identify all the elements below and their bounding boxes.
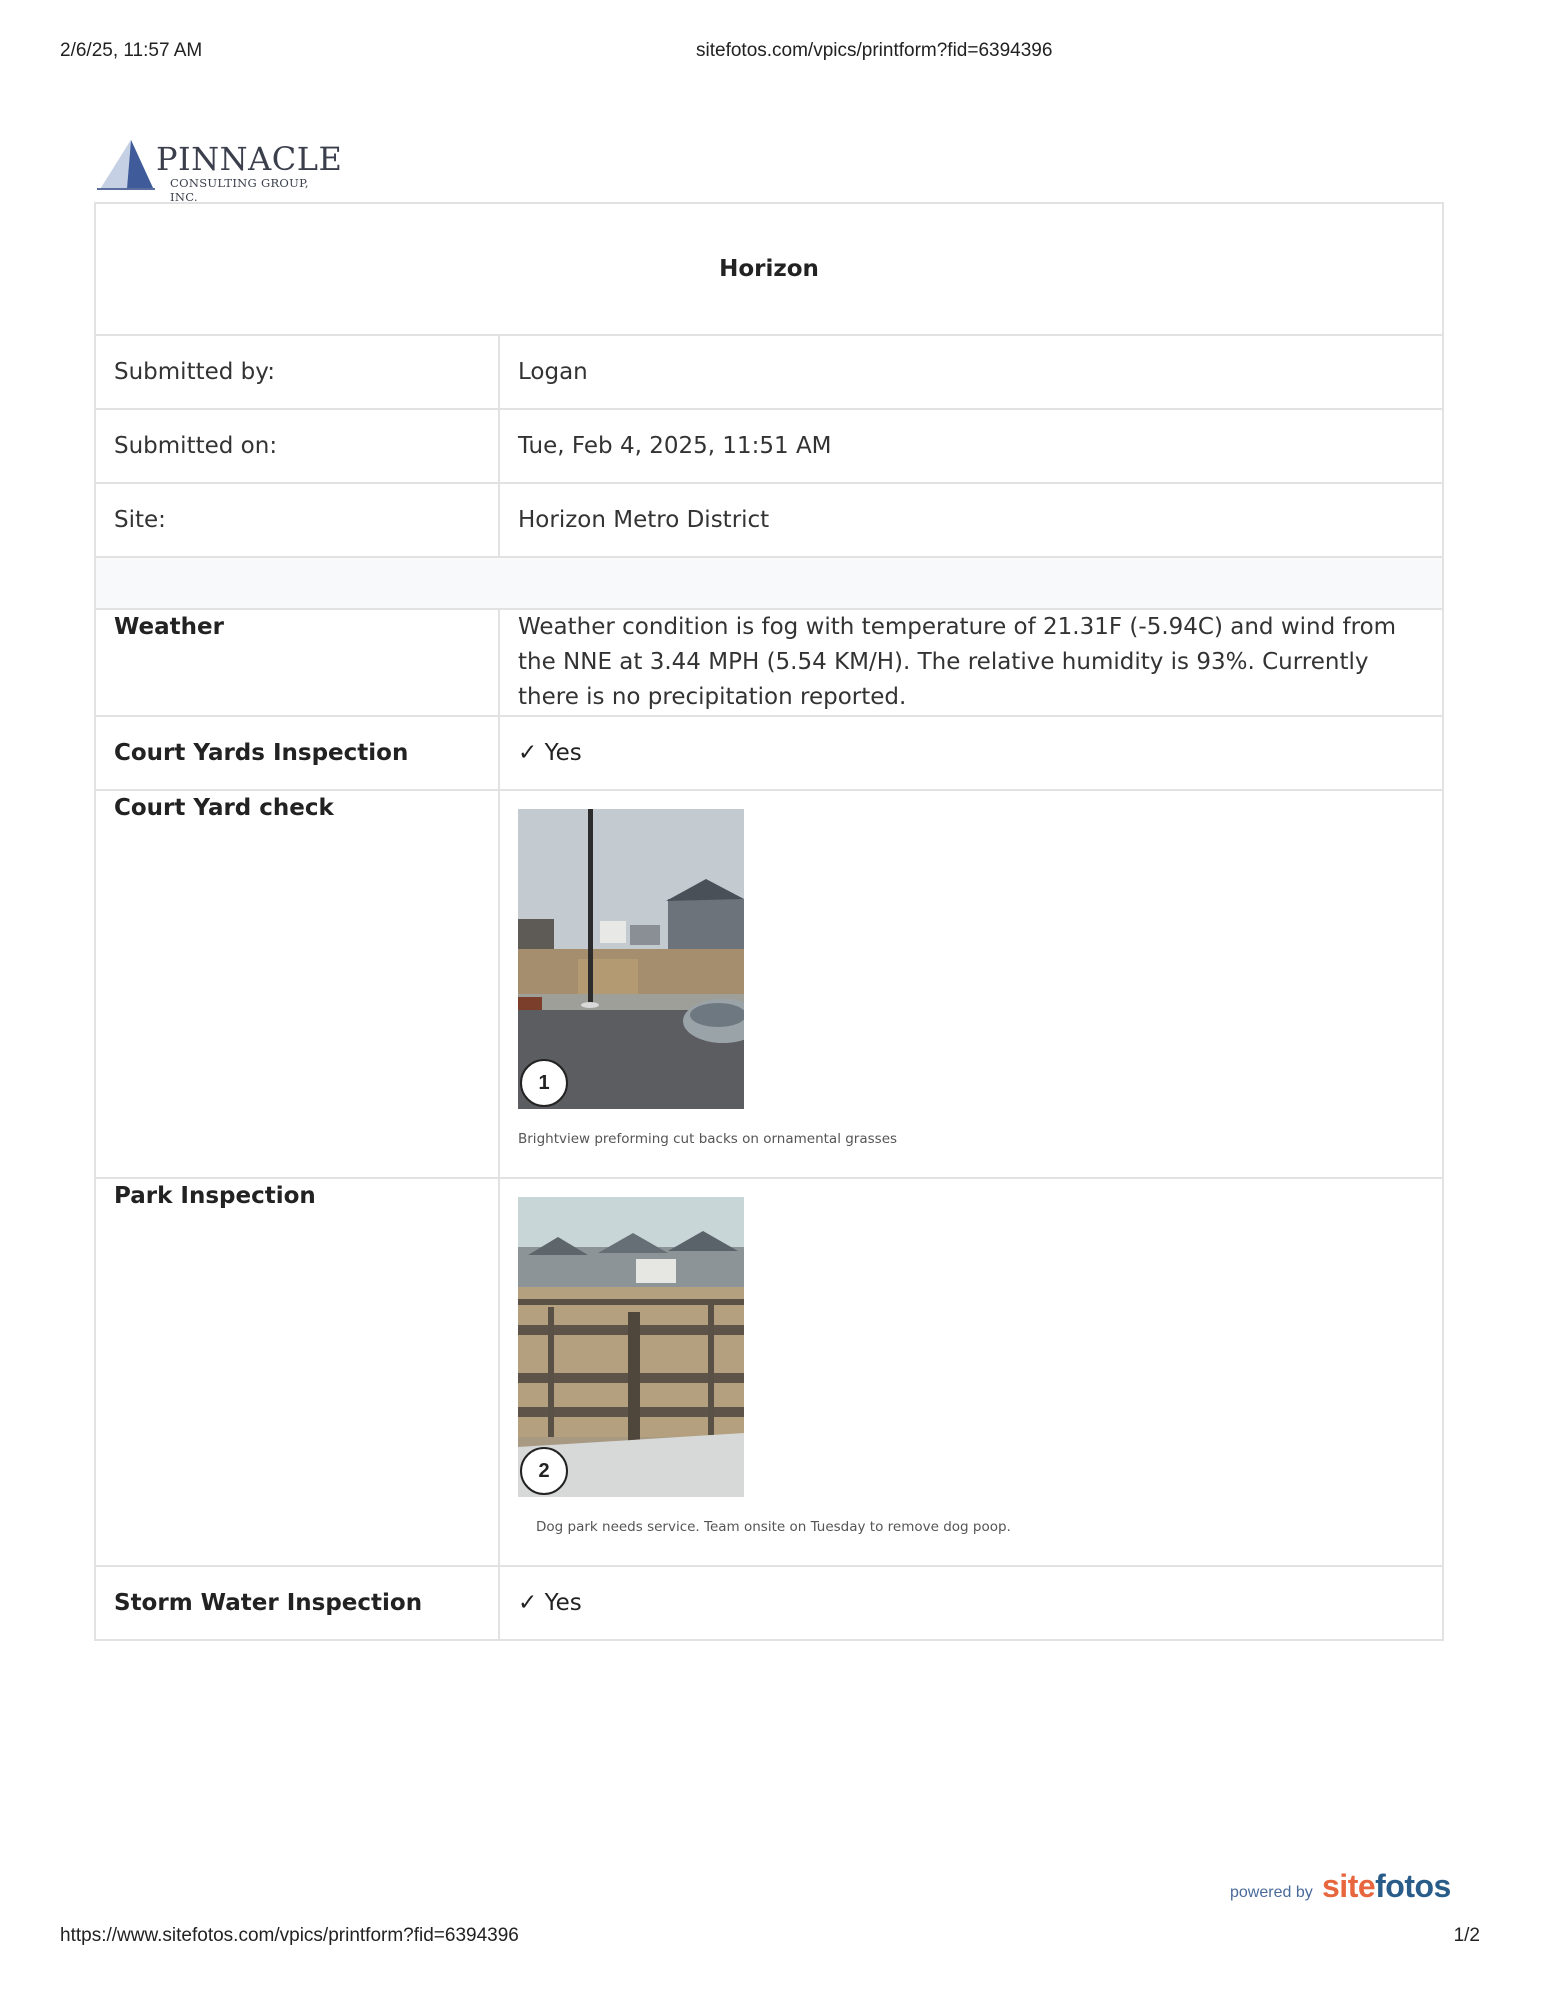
park-caption: Dog park needs service. Team onsite on Tuesday to remove dog poop.: [536, 1519, 1011, 1535]
park-inspection-label: Park Inspection: [95, 1178, 499, 1566]
sitefotos-logo: sitefotos: [1322, 1868, 1451, 1904]
submitted-on-label: Submitted on:: [95, 409, 499, 483]
storm-water-inspection-label: Storm Water Inspection: [95, 1566, 499, 1640]
print-url: sitefotos.com/vpics/printform?fid=6394396: [696, 40, 1053, 61]
court-yards-inspection-value: ✓ Yes: [499, 716, 1443, 790]
page-number: 1/2: [1453, 1925, 1480, 1946]
submitted-on-value: Tue, Feb 4, 2025, 11:51 AM: [499, 409, 1443, 483]
powered-by-text: powered by: [1230, 1884, 1313, 1901]
print-footer: [60, 1925, 1480, 1949]
submitted-by-value: Logan: [499, 335, 1443, 409]
weather-label: Weather: [95, 609, 499, 716]
print-datetime: 2/6/25, 11:57 AM: [60, 40, 203, 61]
print-header: [60, 40, 1480, 64]
site-label: Site:: [95, 483, 499, 557]
table-row: [95, 1178, 1443, 1566]
weather-value: Weather condition is fog with temperature of 21.31F (-5.94C) and wind from the NNE at 3.44 MPH (5.54 KM/H). The relative humidity is 93%. Currently there is no precipitation reported.: [499, 609, 1443, 716]
footer-url: https://www.sitefotos.com/vpics/printform?fid=6394396: [60, 1925, 519, 1946]
court-yards-inspection-label: Court Yards Inspection: [95, 716, 499, 790]
table-row: [95, 335, 1443, 409]
site-value: Horizon Metro District: [499, 483, 1443, 557]
storm-water-inspection-value: ✓ Yes: [499, 1566, 1443, 1640]
table-row: [95, 609, 1443, 716]
form-title: Horizon: [95, 203, 1443, 335]
court-yard-check-label: Court Yard check: [95, 790, 499, 1178]
pinnacle-logo: [97, 138, 343, 204]
table-row: [95, 1566, 1443, 1640]
table-row: [95, 483, 1443, 557]
logo-subtitle: CONSULTING GROUP, INC.: [170, 176, 309, 204]
table-row: [95, 409, 1443, 483]
submitted-by-label: Submitted by:: [95, 335, 499, 409]
logo-name: PINNACLE: [156, 140, 343, 178]
pyramid-icon: [97, 138, 155, 192]
table-row: [95, 716, 1443, 790]
park-photo[interactable]: [518, 1197, 744, 1497]
court-yard-photo[interactable]: [518, 809, 744, 1109]
form-table: [94, 202, 1444, 1641]
spacer-row: [95, 557, 1443, 609]
photo-number-badge: 1: [520, 1059, 568, 1107]
table-row: [95, 790, 1443, 1178]
court-yard-caption: Brightview preforming cut backs on ornamental grasses: [518, 1131, 898, 1147]
powered-by-sitefotos: [1230, 1868, 1470, 1908]
photo-number-badge: 2: [520, 1447, 568, 1495]
